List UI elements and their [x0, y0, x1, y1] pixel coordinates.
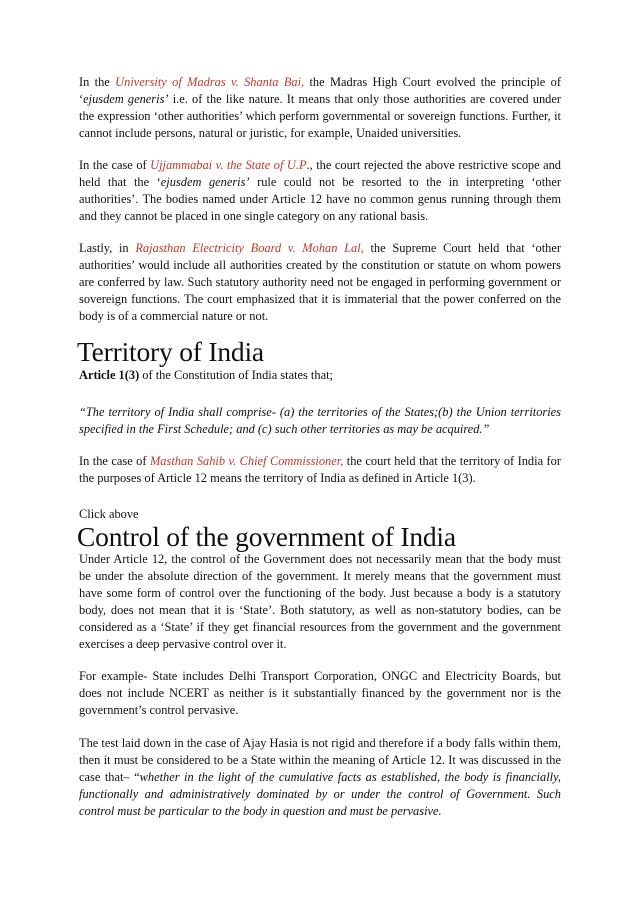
text: the Madras High Court evolved the principle of ‘ — [79, 75, 561, 107]
text: ., the court rejected the above restrictive scope and held that the ‘ — [79, 158, 561, 190]
text: Lastly, in — [79, 241, 136, 255]
latin-term: ejusdem generis’ — [83, 92, 169, 107]
text: rule could not be resorted to the in interpreting ‘other authorities’. The bodies named under Article 12 have no common genus running through them and they cannot be placed in one single category on any rational basis. — [79, 175, 561, 224]
text: In the case of — [79, 158, 151, 172]
paragraph-ujjammabai — [79, 157, 561, 225]
article-reference: Article 1(3) — [79, 368, 140, 382]
paragraph-example: For example- State includes Delhi Transport Corporation, ONGC and Electricity Boards, but does not include NCERT as neither is it substantially financed by the government nor is the government’s control pervasive. — [79, 669, 561, 718]
paragraph-rajasthan-electricity — [79, 240, 561, 325]
text: i.e. of the like nature. It means that only those authorities are covered under the expression ‘other authorities’ which perform governmental or sovereign functions. Further, it cannot include persons, natural or juristic, for example, Unaided universities. — [79, 92, 562, 141]
paragraph-control: Under Article 12, the control of the Government does not necessarily mean that the body must be under the absolute direction of the government. It merely means that the government must have some form of control over the functioning of the body. Just because a body is a statutory body, does not mean that it is ‘State’. Both statutory, as well as non-statutory bodies, can be considered as a ‘State’ if they get financial resources from the government and the government exercises a deep pervasive control over it. — [79, 552, 561, 652]
heading-territory-of-india: Territory of India — [77, 336, 264, 367]
latin-term: ejusdem generis’ — [160, 175, 250, 190]
paragraph-ajay-hasia — [79, 735, 561, 820]
text: In the — [79, 75, 116, 89]
text: the Supreme Court held that ‘other authorities’ would include all authorities created by the constitution or statute on whom powers are conferred by law. Such statutory authority need not be engaged in performing government or sovereign functions. The court emphasized that it is immaterial that the power conferred on the body is of a commercial nature or not. — [79, 241, 561, 324]
quote-territory: “The territory of India shall comprise- (a) the territories of the States;(b) the Union territories specified in the First Schedule; and (c) such other territories as may be acquired.” — [79, 405, 561, 437]
case-name-link[interactable]: Ujjammabai v. the State of U.P — [150, 158, 307, 172]
paragraph-article-1-3 — [79, 367, 561, 384]
case-name-link[interactable]: Rajasthan Electricity Board v. Mohan Lal, — [135, 241, 364, 255]
text: In the case of — [79, 454, 150, 468]
case-name-link[interactable]: Masthan Sahib v. Chief Commissioner, — [149, 454, 344, 468]
text: the court held that the territory of India for the purposes of Article 12 means the territory of India as defined in Article 1(3). — [79, 454, 561, 486]
quoted-test: whether in the light of the cumulative facts as established, the body is financially, functionally and administratively dominated by or under the control of Government. Such control must be particular to the body in question and must be pervasive. — [79, 770, 561, 819]
click-above-link[interactable]: Click above — [79, 507, 139, 521]
text: The test laid down in the case of Ajay Hasia is not rigid and therefore if a body falls within them, then it must be considered to be a State within the meaning of Article 12. It was discussed in the case that– “ — [79, 736, 561, 785]
paragraph-shanta-bai — [79, 74, 561, 142]
case-name-link[interactable]: University of Madras v. Shanta Bai, — [115, 75, 305, 89]
paragraph-masthan-sahib — [79, 453, 561, 487]
heading-control-of-government: Control of the government of India — [77, 521, 456, 552]
text: of the Constitution of India states that; — [139, 368, 333, 382]
